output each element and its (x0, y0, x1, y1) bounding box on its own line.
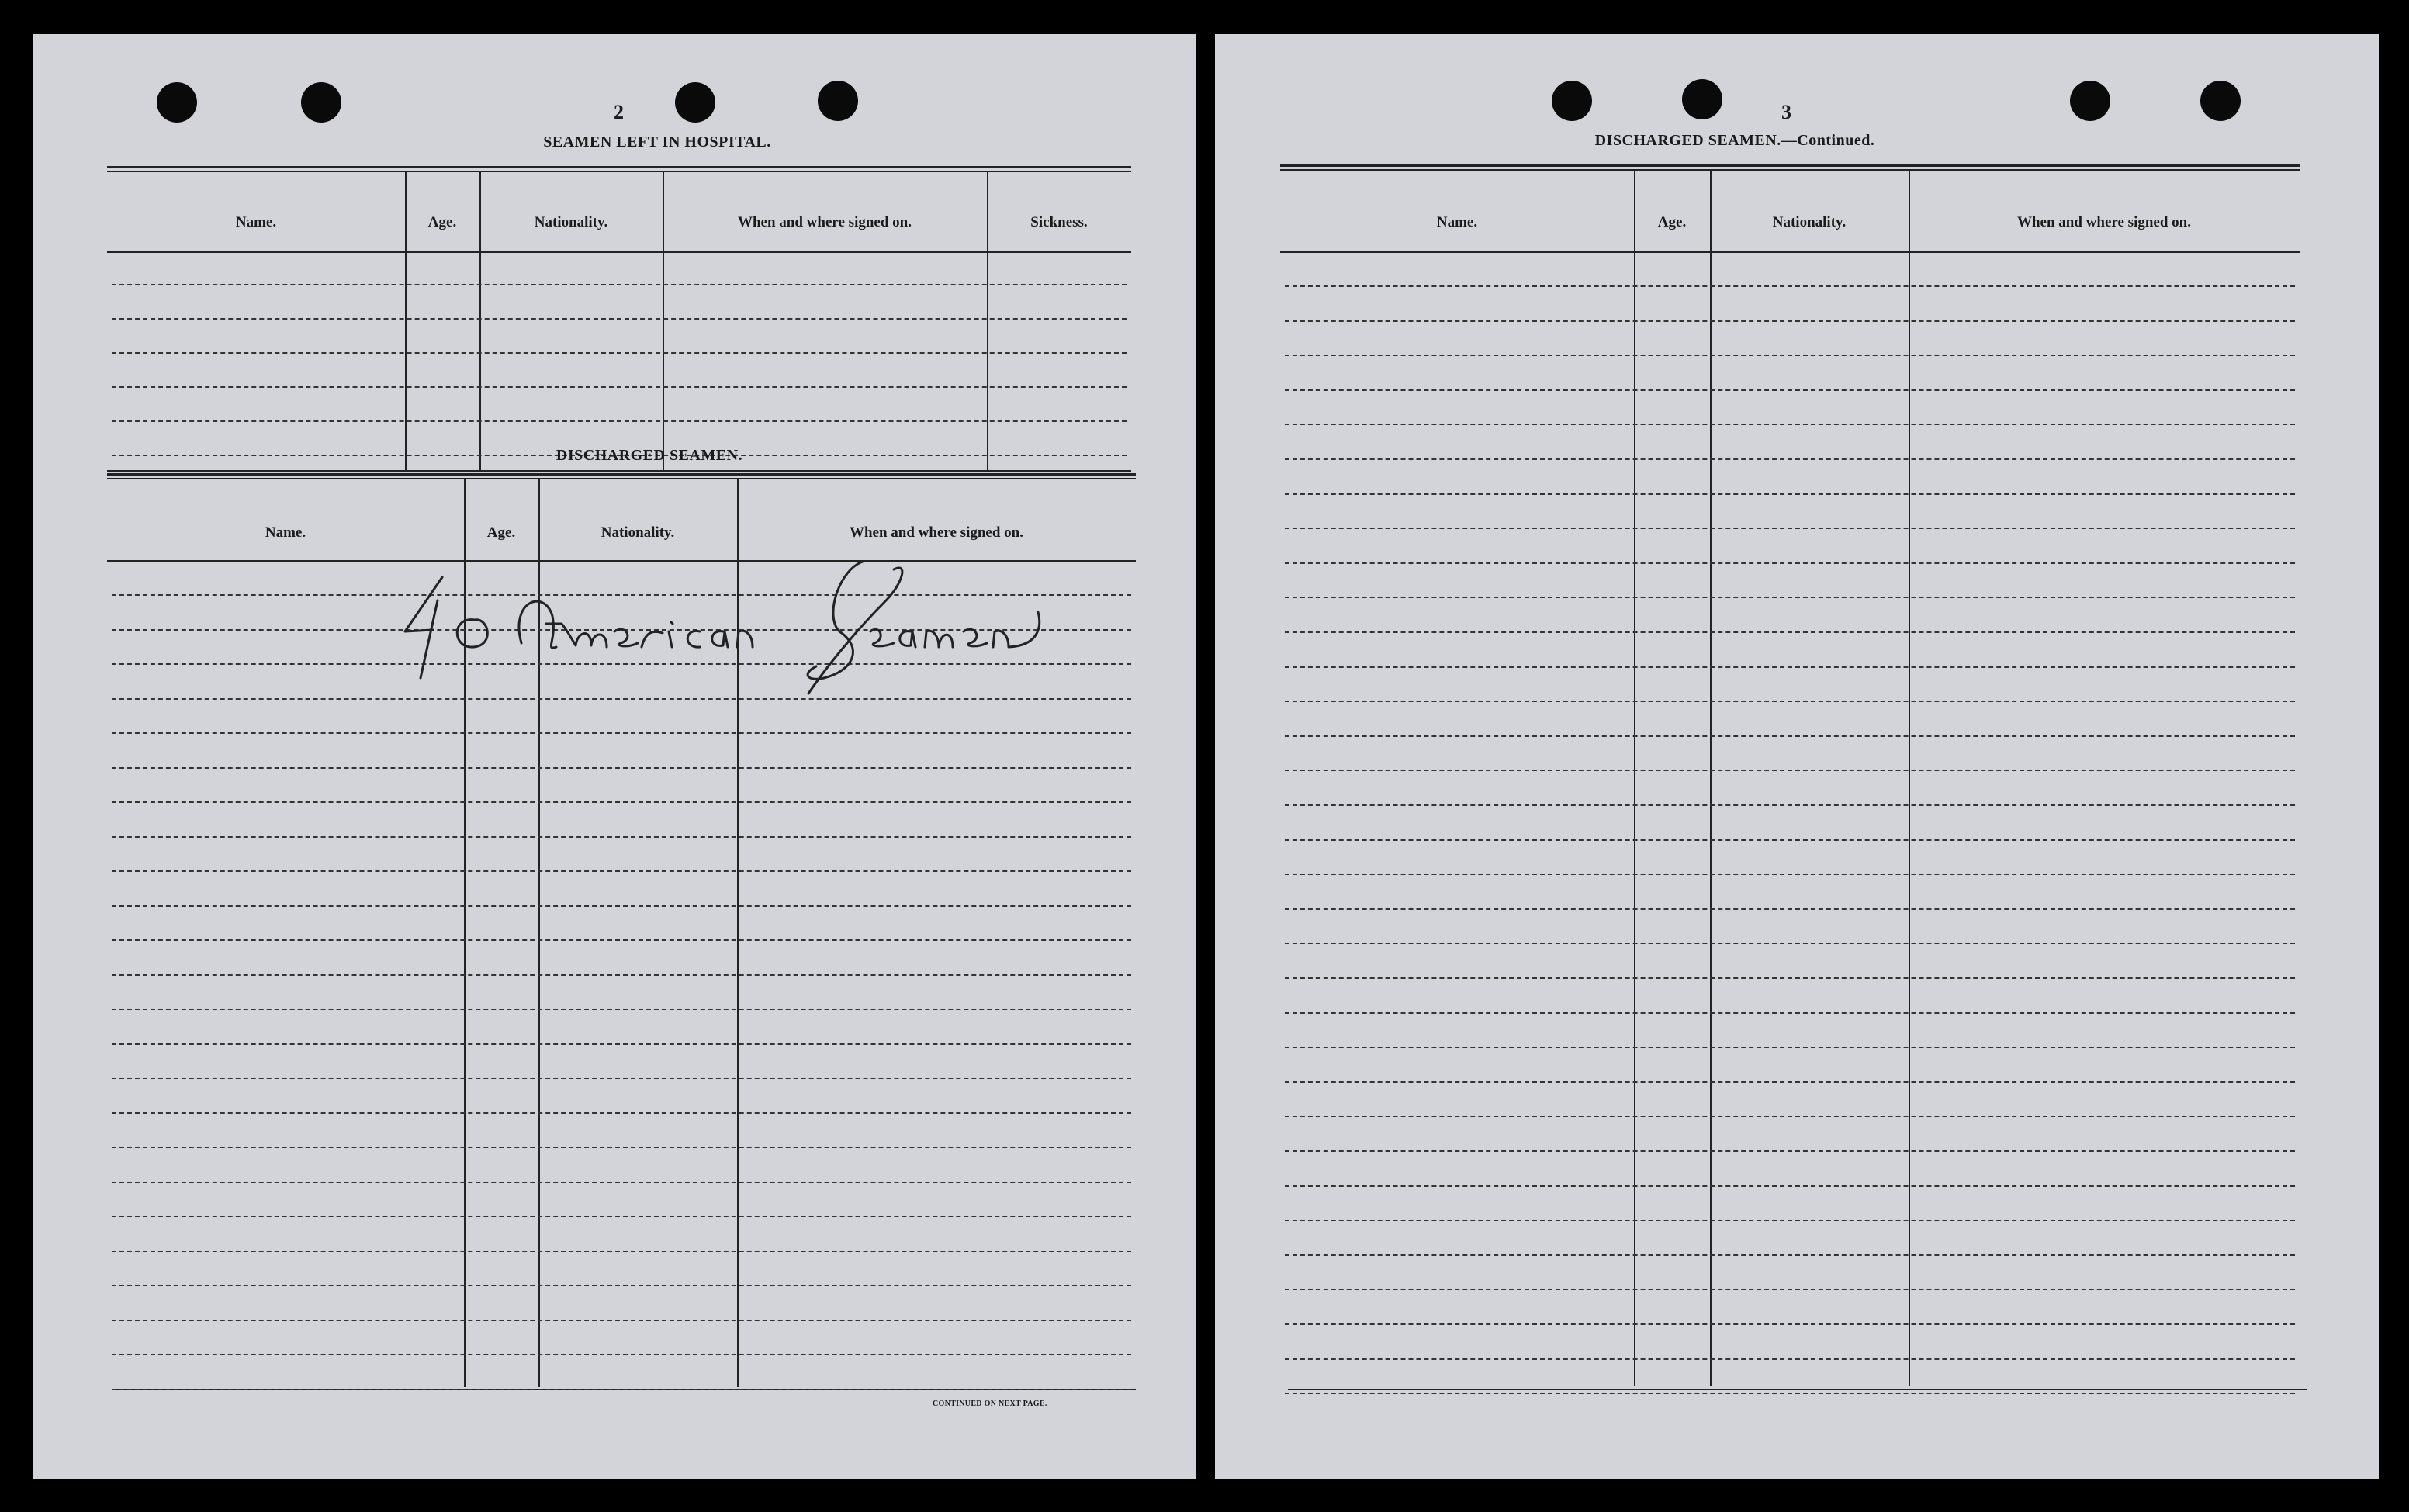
ruled-row (112, 1285, 1131, 1286)
ruled-row (112, 1354, 1131, 1355)
page-number: 2 (614, 101, 624, 123)
ruled-row (112, 1043, 1131, 1045)
column-header-nationality: Nationality. (534, 214, 608, 230)
punch-hole (157, 82, 197, 123)
ruled-row (1285, 285, 2295, 287)
ruled-row (1285, 839, 2295, 841)
ruled-row (1285, 1358, 2295, 1360)
ruled-row (112, 905, 1131, 907)
ruled-row (1285, 1220, 2295, 1221)
column-header-nationality: Nationality. (1772, 214, 1847, 230)
column-header-signed-on: When and where signed on. (737, 214, 912, 230)
ruled-row (1285, 1393, 2295, 1394)
ruled-row (112, 1182, 1131, 1183)
ruled-row (1285, 1116, 2295, 1117)
ruled-row (1285, 1185, 2295, 1187)
ruled-row (1285, 666, 2295, 668)
ruled-row (1285, 908, 2295, 910)
discharged-section-title: DISCHARGED SEAMEN. (556, 447, 743, 464)
ruled-row (1285, 389, 2295, 391)
ruled-row (1285, 631, 2295, 633)
page-number: 3 (1781, 101, 1791, 123)
punch-hole (675, 82, 715, 123)
punch-hole (818, 81, 858, 121)
punch-hole (1682, 79, 1722, 119)
punch-hole (2070, 81, 2110, 121)
column-header-nationality: Nationality. (601, 524, 675, 541)
ruled-row (1285, 320, 2295, 322)
column-header-signed-on: When and where signed on. (849, 524, 1023, 541)
ruled-row (112, 1078, 1131, 1079)
ruled-row (1285, 943, 2295, 944)
column-header-age: Age. (486, 524, 516, 541)
column-header-name: Name. (265, 524, 306, 541)
discharged-continued-table (1280, 164, 2300, 1398)
ruled-row (1285, 804, 2295, 806)
ruled-row (112, 1216, 1131, 1217)
ruled-row (1285, 770, 2295, 771)
continued-footer: CONTINUED ON NEXT PAGE. (933, 1400, 1047, 1408)
handwritten-entry (358, 515, 1057, 725)
column-header-signed-on: When and where signed on. (2016, 214, 2191, 230)
ruled-row (112, 767, 1131, 769)
ruled-row (1285, 597, 2295, 598)
punch-hole (2200, 81, 2241, 121)
left-page (33, 34, 1196, 1479)
discharged-continued-title-main: DISCHARGED SEAMEN. (1594, 132, 1781, 149)
column-header-age: Age. (1657, 214, 1687, 230)
ruled-row (1285, 355, 2295, 356)
hospital-table (107, 166, 1131, 476)
right-page (1215, 34, 2379, 1479)
ruled-row (112, 1389, 1131, 1390)
ruled-row (1285, 735, 2295, 737)
ruled-row (112, 1320, 1131, 1321)
ruled-row (1285, 1150, 2295, 1152)
ruled-row (112, 801, 1131, 803)
ruled-row (1285, 424, 2295, 425)
ruled-row (112, 939, 1131, 941)
ruled-row (1285, 1047, 2295, 1048)
ruled-row (1285, 1081, 2295, 1083)
ruled-row (112, 836, 1131, 838)
ruled-row (112, 870, 1131, 872)
ruled-row (112, 732, 1131, 734)
punch-hole (301, 82, 341, 123)
ruled-row (1285, 701, 2295, 702)
column-header-age: Age. (427, 214, 457, 230)
column-header-name: Name. (1436, 214, 1478, 230)
ruled-row (112, 1147, 1131, 1148)
discharged-continued-title-suffix: —Continued. (1781, 132, 1875, 149)
ruled-row (112, 1112, 1131, 1114)
ruled-row (1285, 1323, 2295, 1325)
ruled-row (1285, 1254, 2295, 1256)
ruled-row (112, 1251, 1131, 1252)
ruled-row (1285, 562, 2295, 564)
ruled-row (1285, 1012, 2295, 1014)
ruled-row (1285, 493, 2295, 495)
ruled-row (112, 1009, 1131, 1010)
hospital-section-title: SEAMEN LEFT IN HOSPITAL. (543, 133, 771, 151)
ruled-row (1285, 458, 2295, 460)
punch-hole (1552, 81, 1592, 121)
ruled-row (1285, 874, 2295, 875)
column-header-name: Name. (235, 214, 277, 230)
ruled-row (1285, 1289, 2295, 1290)
ruled-row (1285, 977, 2295, 979)
ruled-row (1285, 528, 2295, 529)
ruled-row (112, 974, 1131, 976)
column-header-sickness: Sickness. (1030, 214, 1088, 230)
discharged-continued-title (1541, 132, 1929, 150)
